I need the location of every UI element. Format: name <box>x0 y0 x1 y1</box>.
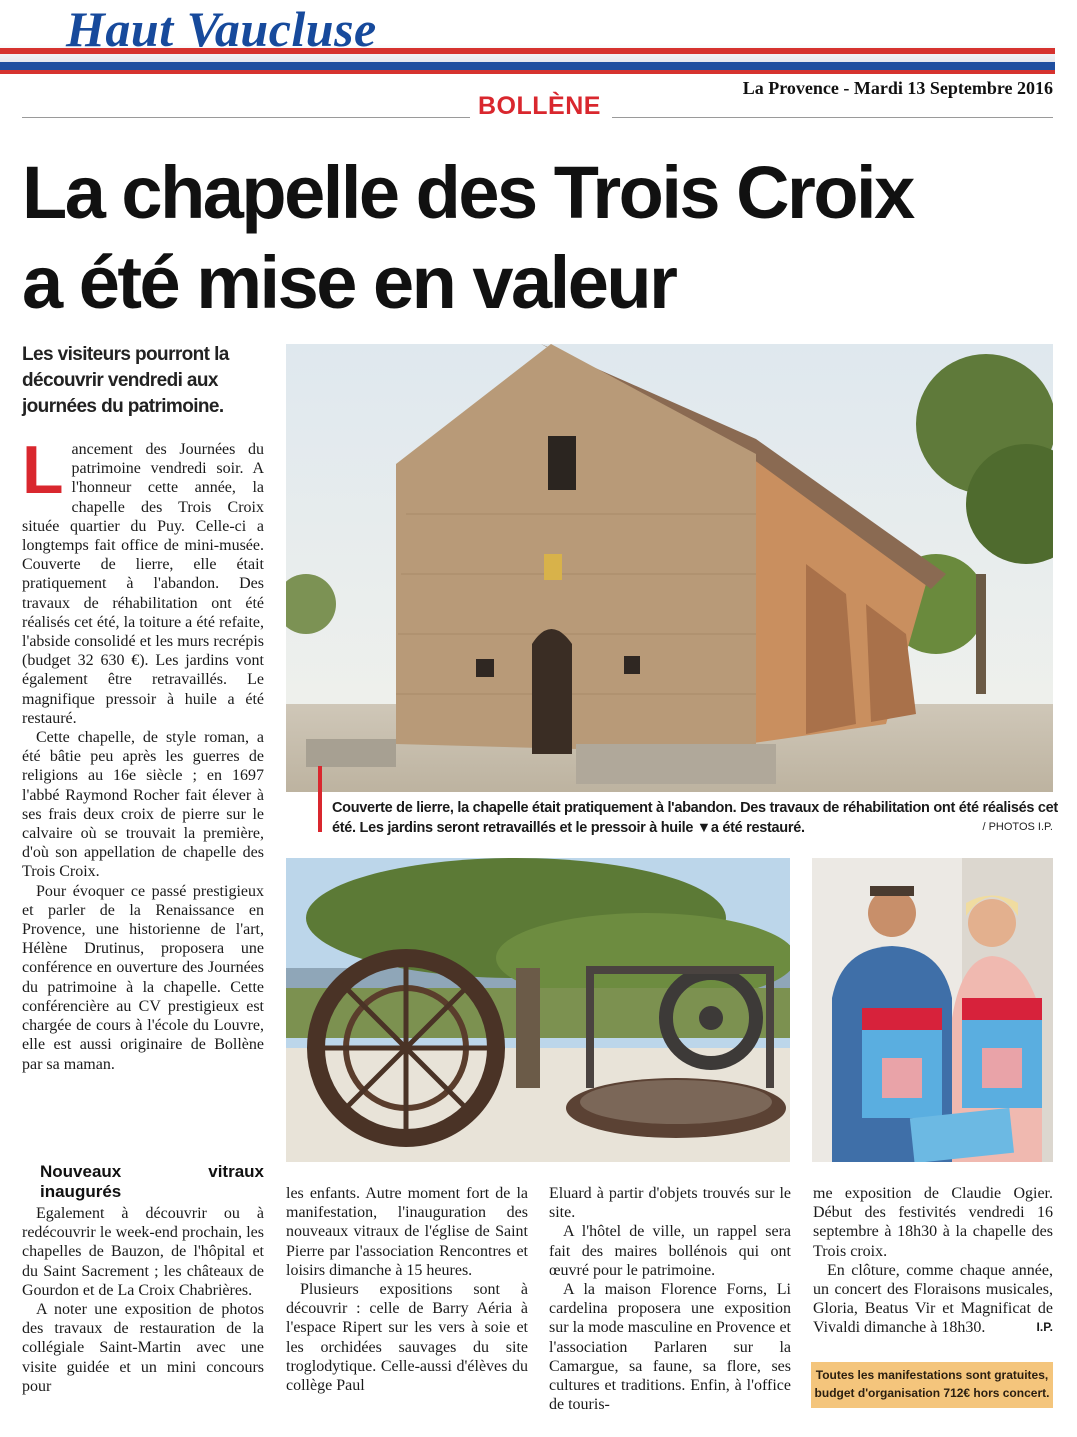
col2-paragraph-1: les enfants. Autre moment fort de la manifestation, l'inauguration des nouveaux vitraux de l'église de Saint Pierre par l'association Rencontres et loisirs dimanche à 15 heures. <box>286 1185 528 1279</box>
paragraph-1-text: ancement des Journées du patrimoine vendredi soir. A l'honneur cette année, la chapelle des Trois Croix située quartier du Puy. Celle-ci a longtemps fait office de mini-musée. Couverte de lierre, elle était pratiquement à l'abandon. Des travaux de réhabilitation ont été réalisés cet été, la toiture a été refaite, l'abside consolidé et les murs recrépis (budget 32 630 €). Les jardins vont également être retravaillés. Le magnifique pressoir à huile a été restauré. <box>22 441 264 727</box>
col3-paragraph-3: A la maison Florence Forns, Li cardelina proposera une exposition sur la mode masculine en Provence et l'association Parlaren sur la Camargue, sa faune, sa flore, ses cultures et traditions. Enfin, à l'office de touris- <box>549 1281 791 1414</box>
organizers-photo <box>812 858 1053 1162</box>
section-header-band <box>0 0 1055 70</box>
article-column-1-bottom <box>22 1162 264 1396</box>
paragraph-3: Pour évoquer ce passé prestigieux et parler de la Renaissance en Provence, une historienne de l'art, Hélène Drutinus, proposera une conférence en ouverture des Journées du patrimoine à la chapelle. Cette conférencière au CV prestigieux est chargée de cours à l'école du Louvre, elle est aussi originaire de Bollène par sa maman. <box>22 882 264 1073</box>
paragraph-4: Egalement à découvrir ou à redécouvrir le week-end prochain, les chapelles de Bauzon, de l'hôpital et du Saint Sacrement ; les châteaux de Gourdon et de La Croix Chabrières. <box>22 1205 264 1299</box>
kicker-rule-right <box>612 117 1053 118</box>
col3-paragraph-2: A l'hôtel de ville, un rappel sera fait des maires bollénois qui ont œuvré pour le patrimoine. <box>549 1223 791 1279</box>
publication-date: La Provence - Mardi 13 Septembre 2016 <box>742 78 1053 98</box>
headline-line-2: a été mise en valeur <box>22 241 676 324</box>
poster-left <box>862 1008 942 1118</box>
section-title: Haut Vaucluse <box>66 1 377 57</box>
paragraph-2: Cette chapelle, de style roman, a été bâtie peu après les guerres de religions au 16e siècle ; en 1697 l'abbé Raymond Rocher fait élever à ses frais deux croix de pierre sur le calvaire où se trouvait la première, d'où son appellation de chapelle des Trois Croix. <box>22 729 264 881</box>
article-column-2 <box>286 1184 528 1395</box>
lead-paragraph: Les visiteurs pourront la découvrir vendredi aux journées du patrimoine. <box>22 344 229 417</box>
col3-paragraph-1: Eluard à partir d'objets trouvés sur le site. <box>549 1185 791 1222</box>
headline <box>22 148 1062 328</box>
col4-paragraph-2-text: En clôture, comme chaque année, un concert des Floraisons musicales, Gloria, Beatus Vir et Magnificat de Vivaldi dimanche à 18h30. <box>813 1261 1053 1337</box>
col4-paragraph-1: me exposition de Claudie Ogier. Début des festivités vendredi 16 septembre à 18h30 à la chapelle des Trois croix. <box>813 1185 1053 1260</box>
paragraph-1 <box>22 432 264 728</box>
col2-paragraph-2: Plusieurs expositions sont à découvrir : celle de Barry Aéria à l'espace Ripert sur les vers à soie et les orchidées sauvages du site troglodytique. Celle-aussi d'élèves du collège Paul <box>286 1281 528 1395</box>
poster-right <box>962 998 1042 1108</box>
kicker-rule-left <box>22 117 470 118</box>
col4-paragraph-2 <box>813 1261 1053 1338</box>
drop-cap: L <box>22 432 64 508</box>
kicker-location: BOLLÈNE <box>478 92 601 120</box>
photo-credit: / PHOTOS I.P. <box>982 821 1053 833</box>
article-column-1 <box>22 432 264 1074</box>
chapel-photo <box>286 344 1053 792</box>
headline-line-1: La chapelle des Trois Croix <box>22 151 913 234</box>
paragraph-5: A noter une exposition de photos des travaux de restauration de la collégiale Saint-Martin avec une visite guidée et un mini concours pour <box>22 1301 264 1395</box>
photo-caption: Couverte de lierre, la chapelle était pratiquement à l'abandon. Des travaux de réhabilitation ont été réalisés cet été. Les jardins seront retravaillés et le pressoir à huile ▼a été restauré. <box>332 800 1058 836</box>
press-photo <box>286 858 790 1162</box>
article-column-3 <box>549 1184 791 1414</box>
info-box: Toutes les manifestations sont gratuites, budget d'organisation 712€ hors concert. <box>811 1362 1053 1408</box>
article-column-4 <box>813 1184 1053 1338</box>
author-signature: I.P. <box>1036 1320 1053 1335</box>
subheading: Nouveaux vitraux inaugurés <box>40 1162 264 1201</box>
